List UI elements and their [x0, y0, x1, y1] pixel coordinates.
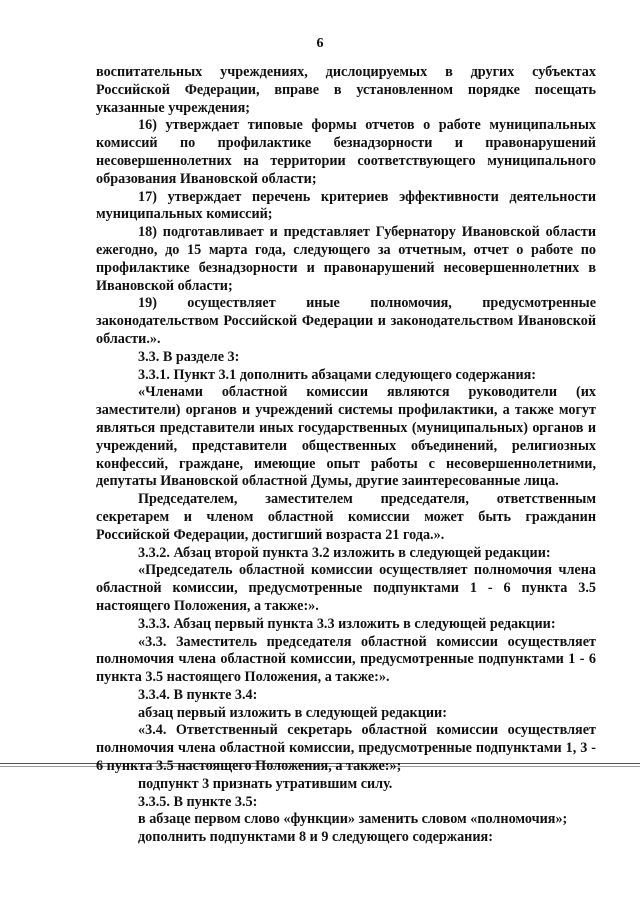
paragraph: 17) утверждает перечень критериев эффективности деятельности муниципальных комиссий;	[96, 188, 596, 223]
paragraph: абзац первый изложить в следующей редакции:	[138, 704, 447, 721]
paragraph: 3.3.5. В пункте 3.5:	[138, 793, 258, 810]
paragraph: 16) утверждает типовые формы отчетов о работе муниципальных комиссий по профилактике безнадзорности и правонарушений несовершеннолетних на территории соответствующего муниципального образования Ивановской области;	[96, 117, 596, 187]
paragraph: 3.3.1. Пункт 3.1 дополнить абзацами следующего содержания:	[138, 366, 537, 383]
paragraph: «3.4. Ответственный секретарь областной комиссии осуществляет полномочия члена областной комиссии, предусмотренные подпунктами 1, 3 - 6 пункта 3.5 настоящего Положения, а также:»;	[96, 722, 596, 775]
paragraph: 19) осуществляет иные полномочия, предусмотренные законодательством Российской Федерации и законодательством Ивановской области.».	[96, 295, 596, 347]
paragraph: «3.3. Заместитель председателя областной комиссии осуществляет полномочия члена областной комиссии, предусмотренные подпунктами 1 - 6 пункта 3.5 настоящего Положения, а также:».	[96, 633, 596, 686]
paragraph: 3.3.4. В пункте 3.4:	[138, 686, 258, 703]
paragraph: в абзаце первом слово «функции» заменить словом «полномочия»;	[138, 811, 568, 828]
paragraph: 3.3.3. Абзац первый пункта 3.3 изложить в следующей редакции:	[138, 615, 556, 632]
paragraph: 18) подготавливает и представляет Губернатору Ивановской области ежегодно, до 15 марта года, следующего за отчетным, отчет о работе по профилактике безнадзорности и правонарушений несовершеннолетних в Ивановской области;	[96, 224, 596, 294]
paragraph: 3.3.2. Абзац второй пункта 3.2 изложить в следующей редакции:	[138, 544, 551, 561]
paragraph: «Членами областной комиссии являются руководители (их заместители) органов и учреждений системы профилактики, а также могут являться представители иных государственных (муниципальных) органов и учреждений, представители общественных объединений, религиозных конфессий, граждане, имеющие опыт работы с несовершеннолетними, депутаты Ивановской областной Думы, другие заинтересованные лица.	[96, 384, 596, 490]
paragraph: дополнить подпунктами 8 и 9 следующего содержания:	[138, 829, 493, 846]
paragraph: «Председатель областной комиссии осуществляет полномочия члена областной комиссии, предусмотренные подпунктами 1 - 6 пункта 3.5 настоящего Положения, а также:».	[96, 562, 596, 614]
paragraph: воспитательных учреждениях, дислоцируемых в других субъектах Российской Федерации, вправе в установленном порядке посещать указанные учреждения;	[96, 64, 596, 116]
page-number: 6	[316, 36, 324, 51]
body-text	[96, 64, 596, 847]
paragraph: Председателем, заместителем председателя, ответственным секретарем и членом областной комиссии может быть гражданин Российской Федерации, достигший возраста 21 года.».	[96, 491, 596, 543]
paragraph: подпункт 3 признать утратившим силу.	[138, 775, 393, 792]
paragraph: 3.3. В разделе 3:	[138, 348, 240, 365]
